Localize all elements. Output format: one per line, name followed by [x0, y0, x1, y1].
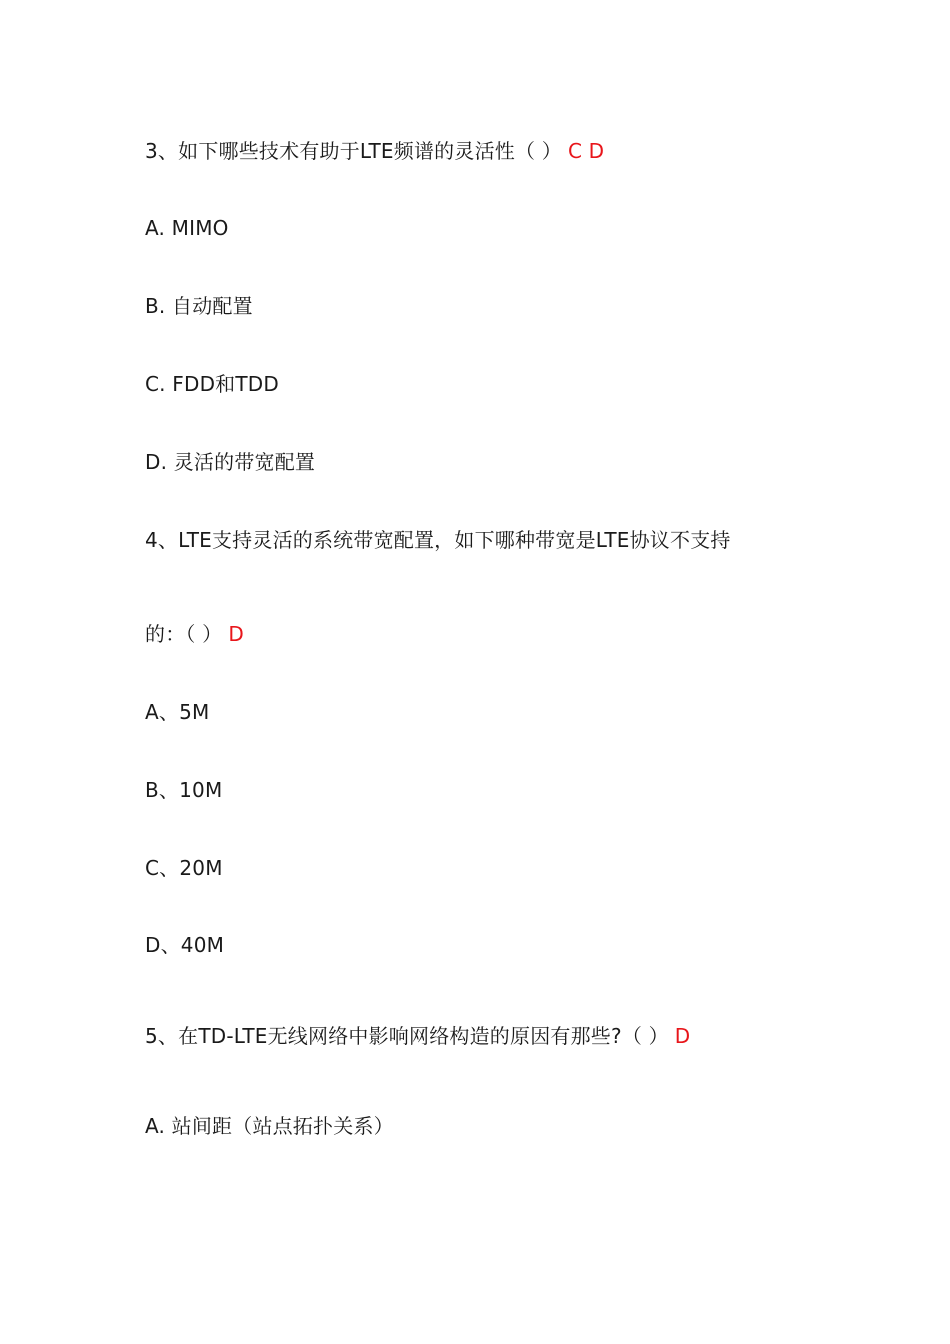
question-4-text: 的：（ ） [145, 622, 223, 646]
question-3-option-d: D. 灵活的带宽配置 [145, 450, 316, 474]
question-5-text: 5、在TD-LTE无线网络中影响网络构造的原因有那些?（ ） [145, 1024, 669, 1048]
question-3-stem [145, 139, 604, 163]
question-4-option-d: D、40M [145, 933, 225, 957]
question-4-answer: D [228, 622, 244, 646]
question-5-stem [145, 1024, 690, 1048]
question-4-stem-line2 [145, 622, 244, 646]
question-4-option-b: B、10M [145, 778, 223, 802]
question-4-stem-line1: 4、LTE支持灵活的系统带宽配置，如下哪种带宽是LTE协议不支持 [145, 528, 731, 552]
question-3-option-a: A. MIMO [145, 216, 229, 240]
question-3-option-b: B. 自动配置 [145, 294, 253, 318]
question-5-option-a: A. 站间距（站点拓扑关系） [145, 1114, 394, 1138]
question-5-answer: D [674, 1024, 691, 1048]
question-4-option-a: A、5M [145, 700, 210, 724]
question-4-option-c: C、20M [145, 856, 223, 880]
question-3-option-c: C. FDD和TDD [145, 372, 280, 396]
question-3-answer: C D [567, 139, 605, 163]
question-3-text: 3、如下哪些技术有助于LTE频谱的灵活性（ ） [145, 139, 562, 163]
